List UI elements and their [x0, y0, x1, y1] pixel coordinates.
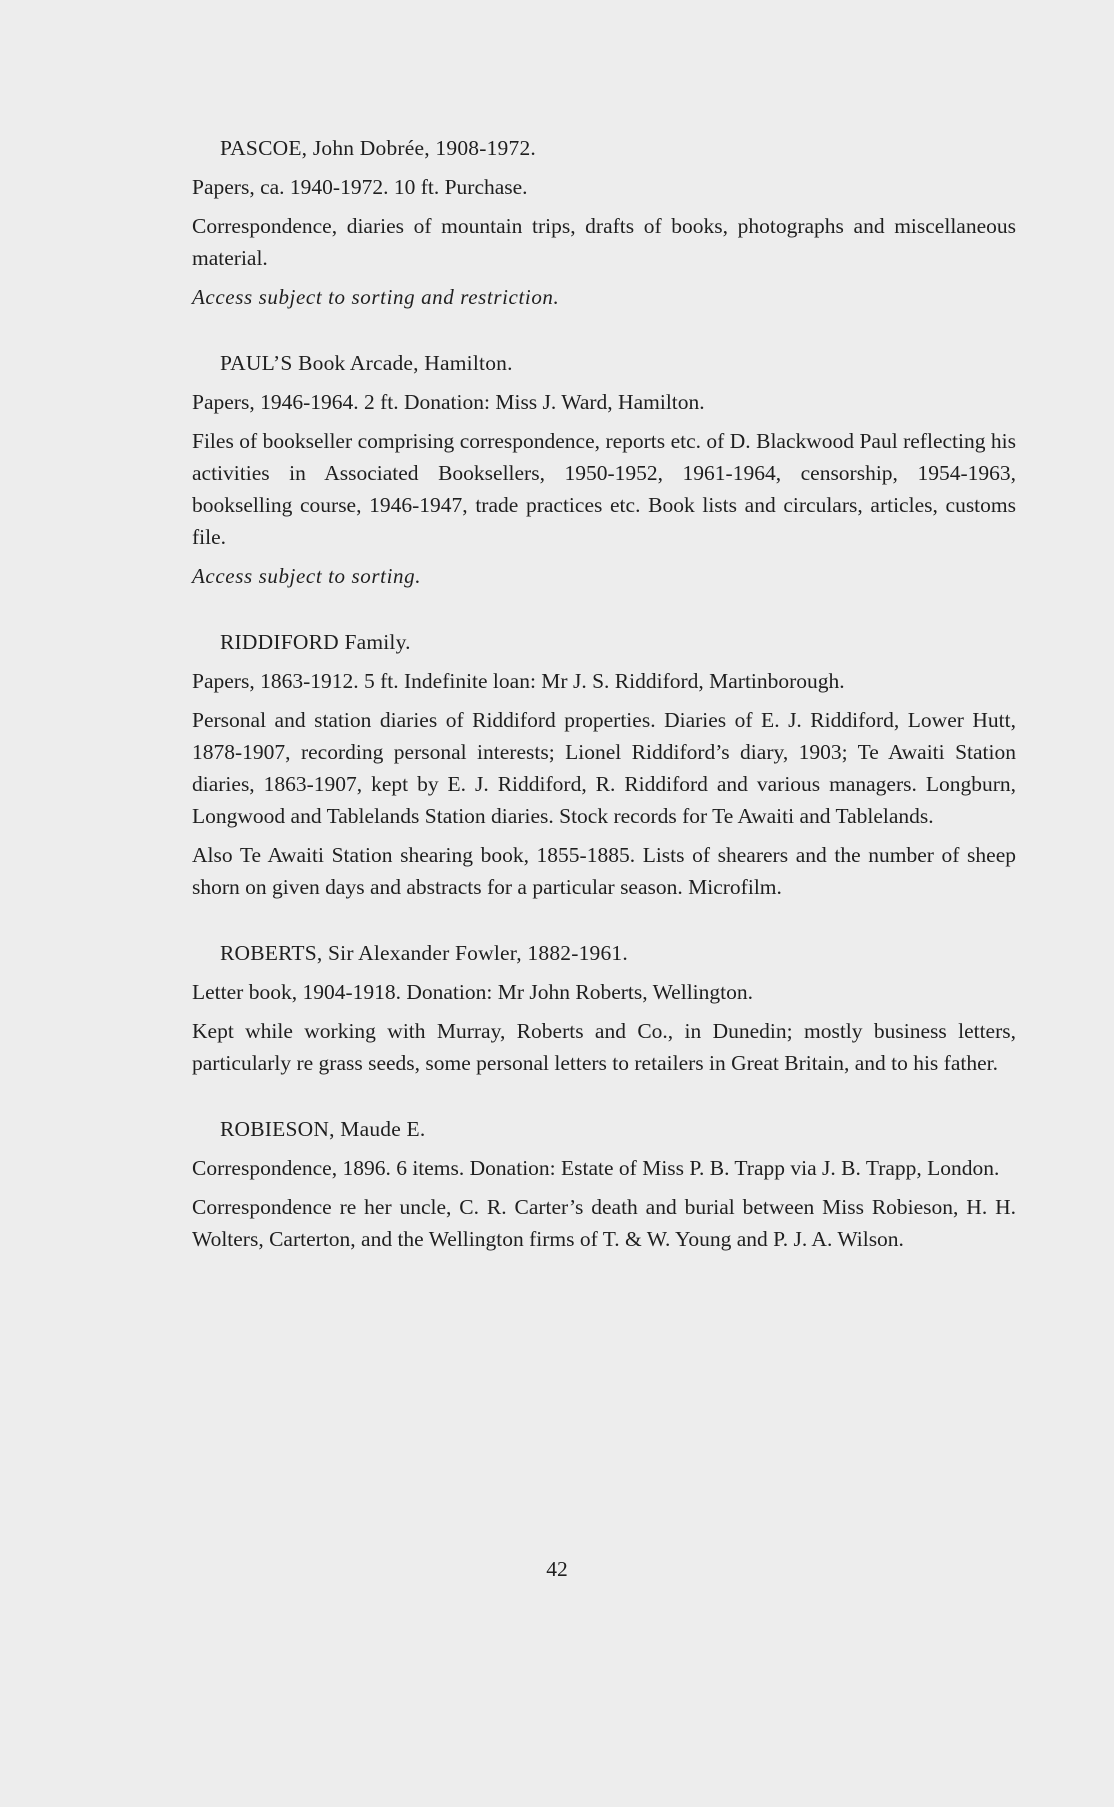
entry-details: Papers, 1946-1964. 2 ft. Donation: Miss J. Ward, Hamilton.: [192, 390, 705, 414]
entry-description: Correspondence re her uncle, C. R. Carter’s death and burial between Miss Robieson, H. H. Wolters, Carterton, and the Wellington firms of T. & W. Young and P. J. A. Wilson.: [192, 1195, 1016, 1251]
entry-riddiford: [192, 626, 1016, 903]
entry-details: Papers, ca. 1940-1972. 10 ft. Purchase.: [192, 175, 528, 199]
entry-description-continued: Also Te Awaiti Station shearing book, 1855-1885. Lists of shearers and the number of sheep shorn on given days and abstracts for a particular season. Microfilm.: [192, 843, 1016, 899]
entry-description: Correspondence, diaries of mountain trips, drafts of books, photographs and miscellaneous material.: [192, 214, 1016, 270]
entry-details: Letter book, 1904-1918. Donation: Mr John Roberts, Wellington.: [192, 980, 753, 1004]
page-content: [192, 132, 1016, 1262]
entry-details: Papers, 1863-1912. 5 ft. Indefinite loan: Mr J. S. Riddiford, Martinborough.: [192, 669, 845, 693]
entry-details: Correspondence, 1896. 6 items. Donation: Estate of Miss P. B. Trapp via J. B. Trapp, London.: [192, 1156, 1000, 1180]
entry-heading: PAUL’S Book Arcade, Hamilton.: [220, 351, 513, 375]
entry-heading: PASCOE, John Dobrée, 1908-1972.: [220, 136, 536, 160]
entry-pascoe: [192, 132, 1016, 313]
entry-description: Personal and station diaries of Riddiford properties. Diaries of E. J. Riddiford, Lower Hutt, 1878-1907, recording personal interests; Lionel Riddiford’s diary, 1903; Te Awaiti Station diaries, 1863-1907, kept by E. J. Riddiford, R. Riddiford and various managers. Longburn, Longwood and Tablelands Station diaries. Stock records for Te Awaiti and Tablelands.: [192, 708, 1016, 828]
entry-description: Files of bookseller comprising correspondence, reports etc. of D. Blackwood Paul reflecting his activities in Associated Booksellers, 1950-1952, 1961-1964, censorship, 1954-1963, bookselling course, 1946-1947, trade practices etc. Book lists and circulars, articles, customs file.: [192, 429, 1016, 549]
entry-robieson: [192, 1113, 1016, 1255]
entry-roberts: [192, 937, 1016, 1079]
entry-heading: ROBIESON, Maude E.: [220, 1117, 426, 1141]
entry-description: Kept while working with Murray, Roberts and Co., in Dunedin; mostly business letters, particularly re grass seeds, some personal letters to retailers in Great Britain, and to his father.: [192, 1019, 1016, 1075]
entry-access-note: Access subject to sorting.: [192, 564, 422, 588]
page-number: 42: [546, 1557, 568, 1581]
entry-access-note: Access subject to sorting and restriction.: [192, 285, 560, 309]
entry-heading: RIDDIFORD Family.: [220, 630, 411, 654]
entry-heading: ROBERTS, Sir Alexander Fowler, 1882-1961.: [220, 941, 628, 965]
entry-pauls-book-arcade: [192, 347, 1016, 592]
